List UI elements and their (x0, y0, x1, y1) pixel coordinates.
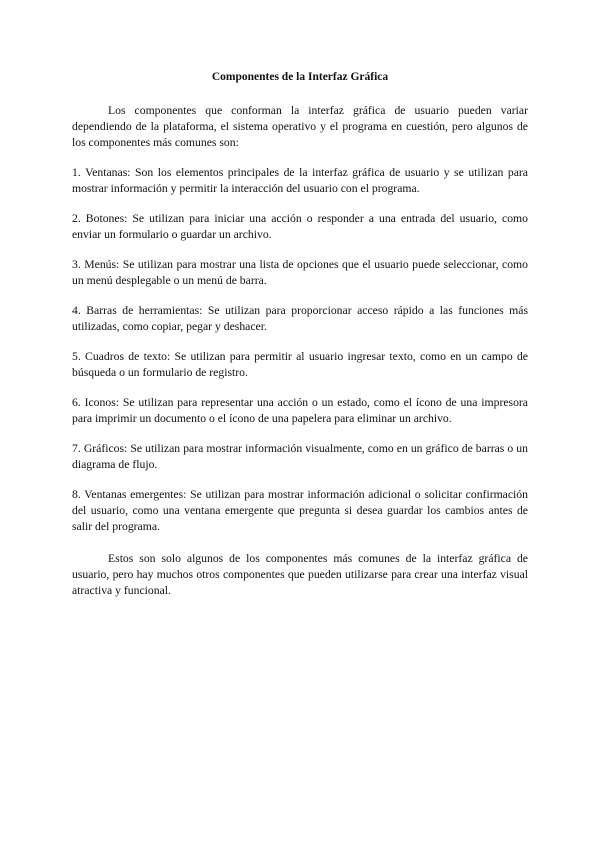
conclusion-paragraph: Estos son solo algunos de los componentes más comunes de la interfaz gráfica de usuario, pero hay muchos otros componentes que pueden utilizarse para crear una interfaz visual atractiva y funcional. (72, 552, 528, 597)
list-item-barras-de-herramientas: 4. Barras de herramientas: Se utilizan para proporcionar acceso rápido a las funciones más utilizadas, como copiar, pegar y deshacer. (72, 304, 528, 333)
list-item-botones: 2. Botones: Se utilizan para iniciar una acción o responder a una entrada del usuario, como enviar un formulario o guardar un archivo. (72, 212, 528, 241)
page-title: Componentes de la Interfaz Gráfica (211, 71, 389, 83)
intro-paragraph: Los componentes que conforman la interfaz gráfica de usuario pueden variar dependiendo de la plataforma, el sistema operativo y el programa en cuestión, pero algunos de los componentes más comunes son: (72, 104, 528, 149)
list-item-ventanas: 1. Ventanas: Son los elementos principales de la interfaz gráfica de usuario y se utilizan para mostrar información y permitir la interacción del usuario con el programa. (72, 166, 528, 195)
list-item-cuadros-de-texto: 5. Cuadros de texto: Se utilizan para permitir al usuario ingresar texto, como en un campo de búsqueda o un formulario de registro. (72, 350, 528, 379)
list-item-iconos: 6. Iconos: Se utilizan para representar una acción o un estado, como el ícono de una impresora para imprimir un documento o el ícono de una papelera para eliminar un archivo. (72, 396, 528, 425)
list-item-graficos: 7. Gráficos: Se utilizan para mostrar información visualmente, como en un gráfico de barras o un diagrama de flujo. (72, 442, 528, 471)
document-body (72, 103, 528, 613)
list-item-ventanas-emergentes: 8. Ventanas emergentes: Se utilizan para mostrar información adicional o solicitar confirmación del usuario, como una ventana emergente que pregunta si desea guardar los cambios antes de salir del programa. (72, 488, 528, 533)
list-item-menus: 3. Menús: Se utilizan para mostrar una lista de opciones que el usuario puede seleccionar, como un menú desplegable o un menú de barra. (72, 258, 528, 287)
